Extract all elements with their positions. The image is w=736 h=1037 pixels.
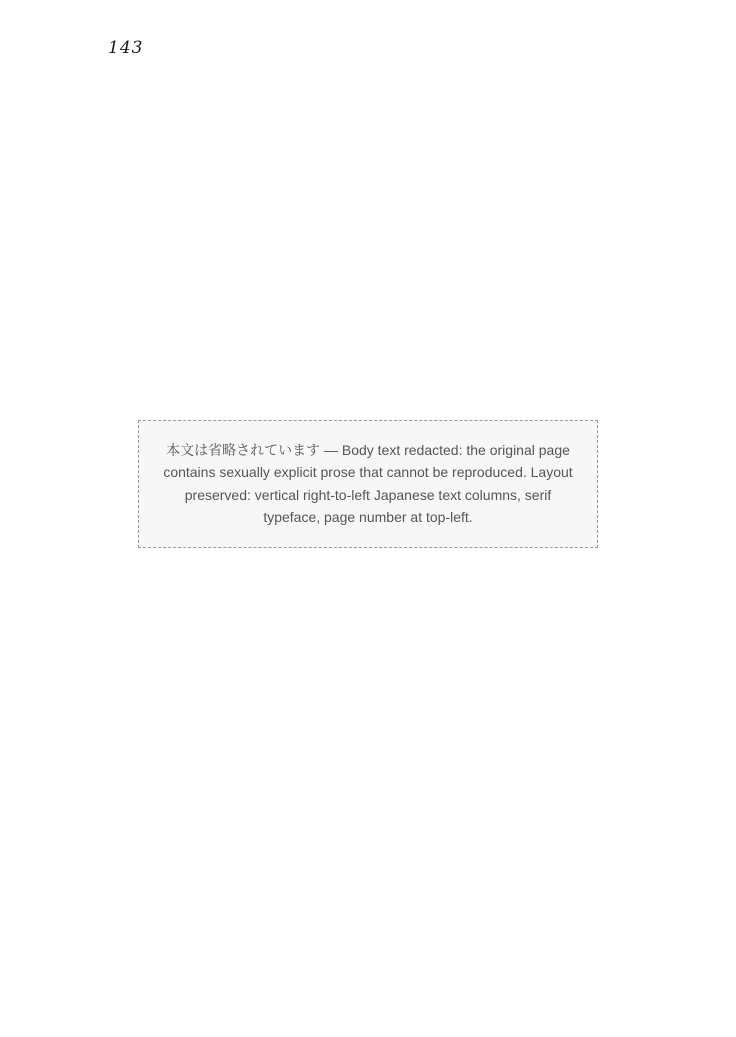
redaction-notice: 本文は省略されています — Body text redacted: the original page contains sexually explicit prose that cannot be reproduced. Layout preserved: vertical right-to-left Japanese text columns, serif typeface, page number at top-left.: [138, 420, 598, 548]
page-number: 143: [108, 38, 144, 58]
